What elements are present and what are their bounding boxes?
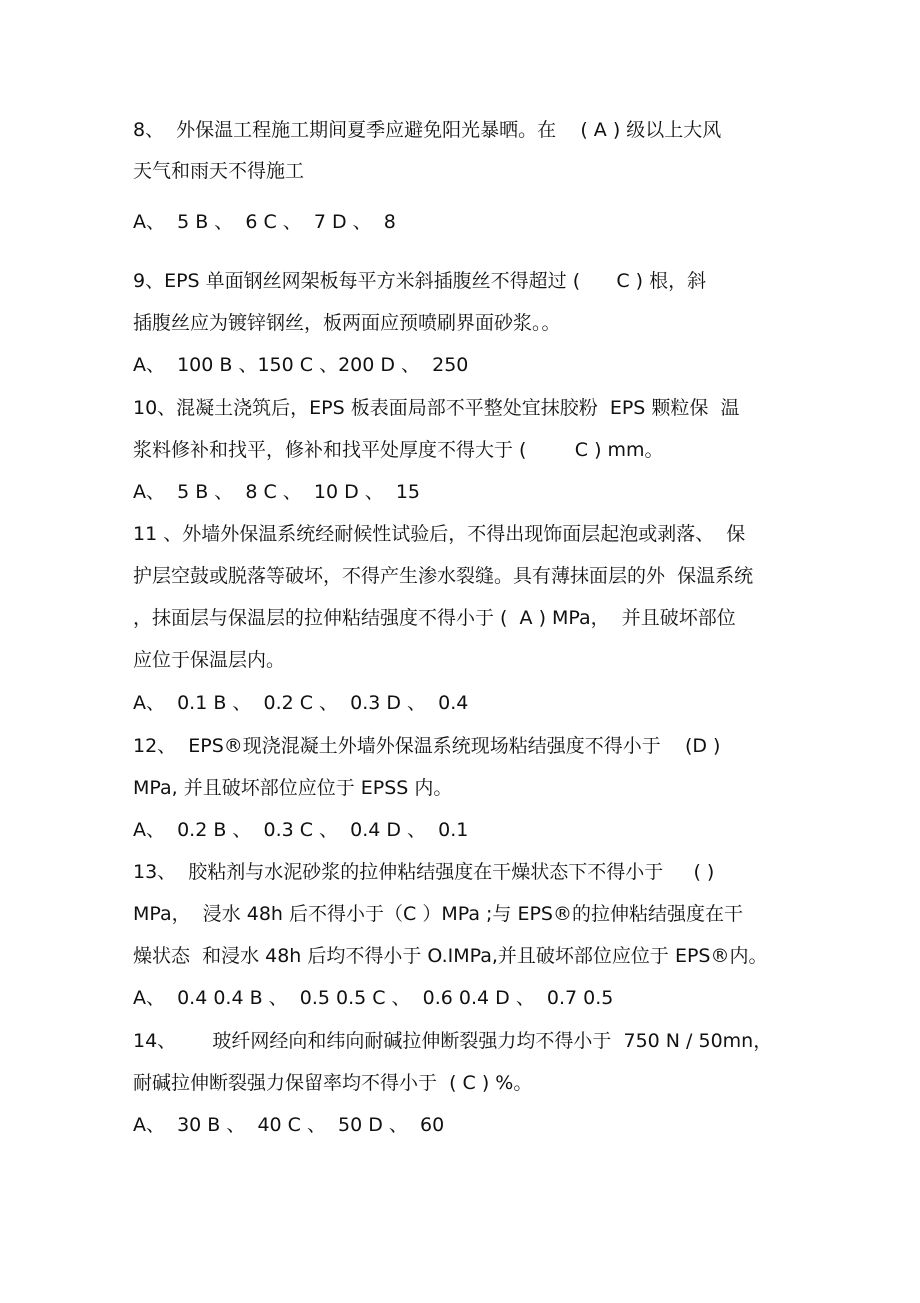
question-11-text-line-1: 11 、外墙外保温系统经耐候性试验后，不得出现饰面层起泡或剥落、 保: [133, 523, 746, 545]
question-9-options: A、 100 B 、150 C 、200 D 、 250: [133, 354, 469, 376]
question-11-options: A、 0.1 B 、 0.2 C 、 0.3 D 、 0.4: [133, 692, 469, 714]
question-9-text-line-2: 插腹丝应为镀锌钢丝，板两面应预喷刷界面砂浆。。: [133, 312, 561, 334]
question-10-options: A、 5 B 、 8 C 、 10 D 、 15: [133, 481, 421, 503]
question-11-text-line-4: 应位于保温层内。: [133, 649, 286, 671]
question-13-text-line-1: 13、 胶粘剂与水泥砂浆的拉伸粘结强度在干燥状态下不得小于 ( ): [133, 861, 715, 883]
question-12-text-line-1: 12、 EPS®现浇混凝土外墙外保温系统现场粘结强度不得小于 (D ): [133, 735, 721, 757]
question-10-text-line-1: 10、混凝土浇筑后，EPS 板表面局部不平整处宜抹胶粉 EPS 颗粒保 温: [133, 397, 740, 419]
question-14-text-line-2: 耐碱拉伸断裂强力保留率均不得小于 ( C ) %。: [133, 1072, 533, 1094]
question-13-text-line-2: MPa， 浸水 48h 后不得小于（C ）MPa ;与 EPS®的拉伸粘结强度在干: [133, 903, 743, 925]
question-8-text-line-2: 天气和雨天不得施工: [133, 160, 305, 182]
question-8-text-line-1: 8、 外保温工程施工期间夏季应避免阳光暴晒。在 ( A ) 级以上大风: [133, 119, 722, 141]
question-13-options: A、 0.4 0.4 B 、 0.5 0.5 C 、 0.6 0.4 D 、 0.7 0.5: [133, 987, 614, 1009]
question-13-text-line-3: 燥状态 和浸水 48h 后均不得小于 O.IMPa,并且破坏部位应位于 EPS®内。: [133, 945, 768, 967]
question-11-text-line-3: ，抹面层与保温层的拉伸粘结强度不得小于 ( A ) MPa， 并且破坏部位: [133, 607, 736, 629]
question-14-text-line-1: 14、 玻纤网经向和纬向耐碱拉伸断裂强力均不得小于 750 N / 50mn，: [133, 1030, 773, 1052]
question-9-text-line-1: 9、EPS 单面钢丝网架板每平方米斜插腹丝不得超过 ( C ) 根，斜: [133, 270, 707, 292]
question-12-text-line-2: MPa, 并且破坏部位应位于 EPSS 内。: [133, 777, 453, 799]
question-12-options: A、 0.2 B 、 0.3 C 、 0.4 D 、 0.1: [133, 819, 469, 841]
question-10-text-line-2: 浆料修补和找平，修补和找平处厚度不得大于 ( C ) mm。: [133, 439, 664, 461]
question-14-options: A、 30 B 、 40 C 、 50 D 、 60: [133, 1114, 445, 1136]
question-8-options: A、 5 B 、 6 C 、 7 D 、 8: [133, 211, 396, 233]
question-11-text-line-2: 护层空鼓或脱落等破坏，不得产生渗水裂缝。具有薄抹面层的外 保温系统: [133, 565, 754, 587]
